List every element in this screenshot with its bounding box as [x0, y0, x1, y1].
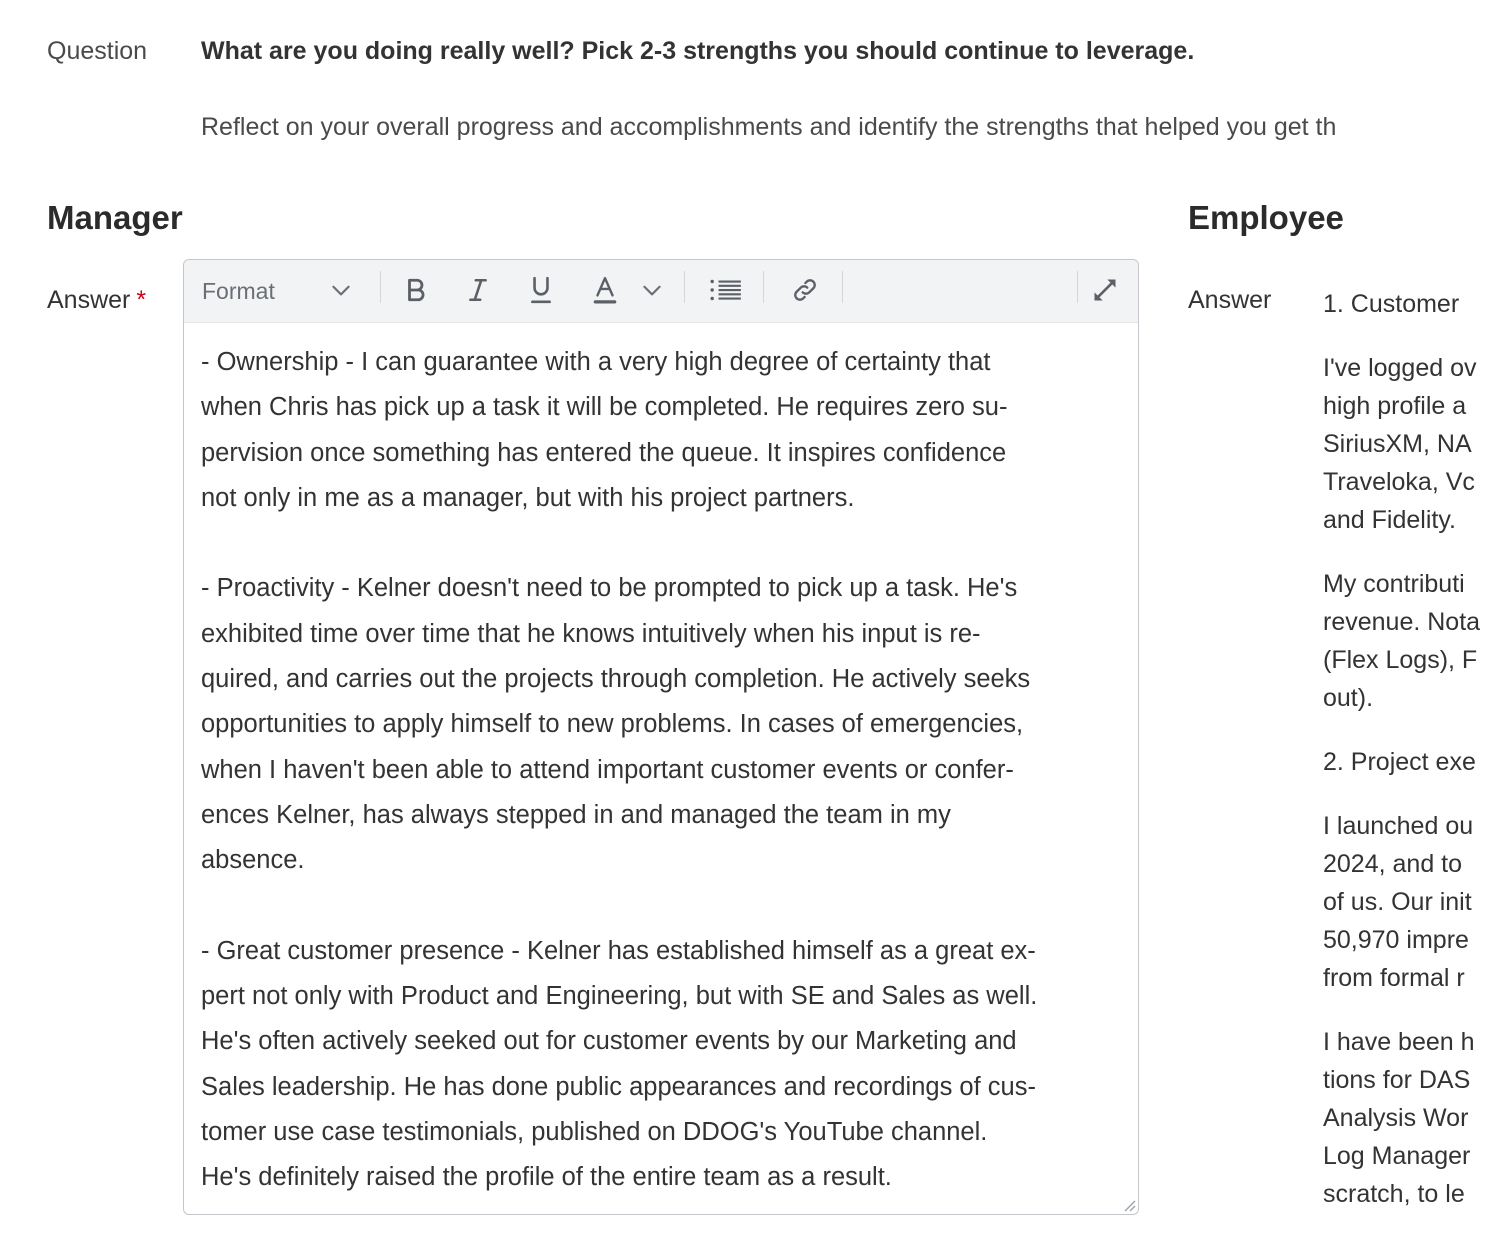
toolbar-divider [380, 271, 381, 303]
manager-answer-editor[interactable] [183, 259, 1139, 1215]
employee-answer-line: (Flex Logs), F [1323, 646, 1478, 674]
employee-answer-line: high profile a [1323, 392, 1467, 420]
employee-answer-paragraph [1323, 743, 1486, 781]
bold-icon[interactable] [398, 272, 434, 308]
employee-answer-paragraph [1323, 285, 1486, 323]
answer-paragraph-customer-presence: - Great customer presence - Kelner has established himself as a great ex- pert not only with Product and Engineering, but with SE and Sales as well. He's often actively seeked out for customer events by our Marketing and Sales leadership. He has done public appearances and recordings of cus- tomer use case testimonials, published on DDOG's YouTube channel. He's definitely raised the profile of the entire team as a result. [201, 936, 1038, 1192]
employee-answer-line: revenue. Nota [1323, 608, 1481, 636]
employee-answer-line: tions for DAS [1323, 1066, 1471, 1094]
answer-paragraph-proactivity: - Proactivity - Kelner doesn't need to be prompted to pick up a task. He's exhibited time over time that he knows intuitively when his input is re- quired, and carries out the projects through completion. He actively seeks opportunities to apply himself to new problems. In cases of emergencies, when I haven't been able to attend important customer events or confer- ences Kelner, has always stepped in and managed the team in my absence. [201, 574, 1031, 875]
employee-answer-line: 2. Project exe [1323, 748, 1476, 776]
question-title: What are you doing really well? Pick 2-3 strengths you should continue to leverage. [201, 37, 1195, 65]
employee-answer-line: Analysis Wor [1323, 1104, 1469, 1132]
employee-answer-line: SiriusXM, NA [1323, 430, 1472, 458]
employee-answer-line: 1. Customer [1323, 290, 1460, 318]
employee-answer-line: Log Manager [1323, 1142, 1471, 1170]
employee-answer-line: 2024, and to [1323, 850, 1463, 878]
chevron-down-icon[interactable] [323, 272, 359, 308]
question-label: Question [47, 37, 148, 65]
employee-answer-label: Answer [1188, 286, 1272, 314]
toolbar-divider [842, 271, 843, 303]
format-dropdown-label[interactable]: Format [202, 278, 275, 304]
answer-label-text: Answer [47, 286, 131, 314]
toolbar-divider [763, 271, 764, 303]
employee-answer-line: I have been h [1323, 1028, 1475, 1056]
employee-answer-line: I launched ou [1323, 812, 1474, 840]
employee-answer-line: out). [1323, 684, 1374, 712]
employee-answer-line: of us. Our init [1323, 888, 1472, 916]
editor-toolbar [184, 260, 1138, 323]
manager-answer-text[interactable] [201, 340, 1131, 1201]
employee-answer-paragraph [1323, 349, 1486, 539]
employee-answer-line: scratch, to le [1323, 1180, 1465, 1208]
resize-handle-icon[interactable] [1120, 1196, 1136, 1212]
link-icon[interactable] [787, 272, 823, 308]
question-description: Reflect on your overall progress and accomplishments and identify the strengths that helped you get th [201, 113, 1337, 141]
manager-heading: Manager [47, 199, 183, 236]
employee-answer-paragraph [1323, 807, 1486, 997]
employee-answer-line: from formal r [1323, 964, 1465, 992]
employee-answer-line: 50,970 impre [1323, 926, 1469, 954]
required-marker: * [136, 286, 147, 314]
toolbar-divider [1077, 271, 1078, 303]
italic-icon[interactable] [460, 272, 496, 308]
toolbar-divider [684, 271, 685, 303]
answer-paragraph-ownership: - Ownership - I can guarantee with a very high degree of certainty that when Chris has pick up a task it will be completed. He requires zero su- pervision once something has entered the queue. It inspires confidence not only in me as a manager, but with his project partners. [201, 348, 1008, 512]
font-color-chevron-icon[interactable] [634, 272, 670, 308]
bulleted-list-icon[interactable] [708, 272, 744, 308]
employee-answer-paragraph [1323, 1023, 1486, 1213]
employee-answer-text [1323, 285, 1486, 1239]
employee-answer-paragraph [1323, 565, 1486, 717]
employee-answer-line: My contributi [1323, 570, 1465, 598]
underline-icon[interactable] [523, 272, 559, 308]
employee-heading: Employee [1188, 199, 1344, 236]
font-color-icon[interactable] [587, 272, 623, 308]
employee-answer-line: and Fidelity. [1323, 506, 1456, 534]
manager-answer-label [47, 285, 146, 315]
employee-answer-line: Traveloka, Vc [1323, 468, 1475, 496]
employee-answer-line: I've logged ov [1323, 354, 1477, 382]
expand-icon[interactable] [1087, 272, 1123, 308]
